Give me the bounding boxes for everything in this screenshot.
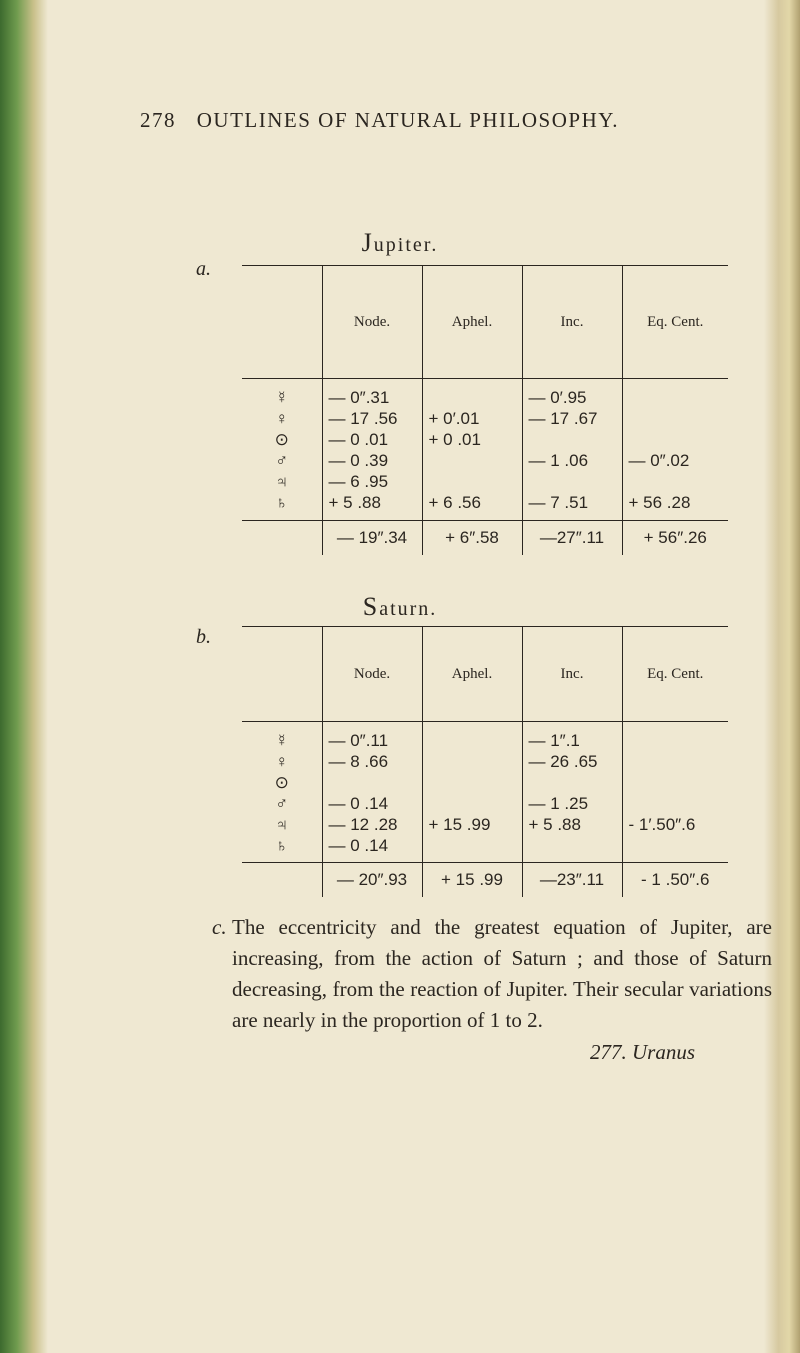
jupiter-header-aphel: Aphel. (422, 266, 522, 379)
saturn-title: Saturn. (362, 592, 438, 621)
jupiter-header-node: Node. (322, 266, 422, 379)
jupiter-node-values: — 0″.31 — 17 .56 — 0 .01 — 0 .39 — 6 .95 + 5 .88 (322, 379, 422, 521)
running-header (140, 108, 700, 133)
jupiter-total-row (242, 521, 728, 556)
saturn-header-planet (242, 627, 322, 722)
saturn-node-values: — 0″.11 — 8 .66 — 0 .14 — 12 .28 — 0 .14 (322, 722, 422, 863)
saturn-margin-label: b. (196, 626, 211, 648)
saturn-planet-symbols: ☿ ♀ ⊙ ♂ ♃ ♄ (274, 731, 289, 855)
jupiter-aphel-values: + 0′.01 + 0 .01 + 6 .56 (422, 379, 522, 521)
jupiter-data-row (242, 379, 728, 521)
paragraph-text: The eccentricity and the greatest equation of Jupiter, are increasing, from the action of Saturn ; and those of Saturn decreasing, from the reaction of Jupiter. Their secular variations are nearly in the proportion of 1 to 2. (232, 915, 772, 1032)
saturn-header-inc: Inc. (522, 627, 622, 722)
jupiter-eq-cent-values: — 0″.02 + 56 .28 (622, 379, 728, 521)
saturn-aphel-values: + 15 .99 (422, 722, 522, 863)
saturn-header-aphel: Aphel. (422, 627, 522, 722)
jupiter-planet-symbols: ☿ ♀ ⊙ ♂ ♃ ♄ (274, 388, 289, 512)
saturn-data-row (242, 722, 728, 863)
saturn-header-eq-cent: Eq. Cent. (622, 627, 728, 722)
book-binding-left (0, 0, 48, 1353)
jupiter-total-blank (242, 521, 322, 556)
paragraph-marker: c. (212, 915, 227, 939)
saturn-header-row (242, 627, 728, 722)
saturn-total-eq-cent: - 1 .50″.6 (622, 863, 728, 898)
running-title: OUTLINES OF NATURAL PHILOSOPHY. (196, 108, 619, 132)
book-edge-right (764, 0, 800, 1353)
jupiter-total-aphel: + 6″.58 (422, 521, 522, 556)
saturn-total-blank (242, 863, 322, 898)
jupiter-table (242, 265, 728, 555)
saturn-total-aphel: + 15 .99 (422, 863, 522, 898)
saturn-total-node: — 20″.93 (322, 863, 422, 898)
saturn-header-node: Node. (322, 627, 422, 722)
jupiter-header-row (242, 266, 728, 379)
catchword: 277. Uranus (590, 1040, 696, 1064)
jupiter-title: Jupiter. (361, 228, 439, 257)
jupiter-header-planet (242, 266, 322, 379)
jupiter-header-eq-cent: Eq. Cent. (622, 266, 728, 379)
saturn-eq-cent-values: - 1′.50″.6 (622, 722, 728, 863)
saturn-total-row (242, 863, 728, 898)
jupiter-total-eq-cent: + 56″.26 (622, 521, 728, 556)
jupiter-margin-label: a. (196, 258, 211, 280)
body-paragraph (212, 912, 772, 1036)
page-number: 278 (140, 108, 176, 132)
saturn-total-inc: —23″.11 (522, 863, 622, 898)
jupiter-total-node: — 19″.34 (322, 521, 422, 556)
jupiter-inc-values: — 0′.95 — 17 .67 — 1 .06 — 7 .51 (522, 379, 622, 521)
jupiter-header-inc: Inc. (522, 266, 622, 379)
saturn-inc-values: — 1″.1 — 26 .65 — 1 .25 + 5 .88 (522, 722, 622, 863)
jupiter-total-inc: —27″.11 (522, 521, 622, 556)
saturn-table (242, 626, 728, 897)
